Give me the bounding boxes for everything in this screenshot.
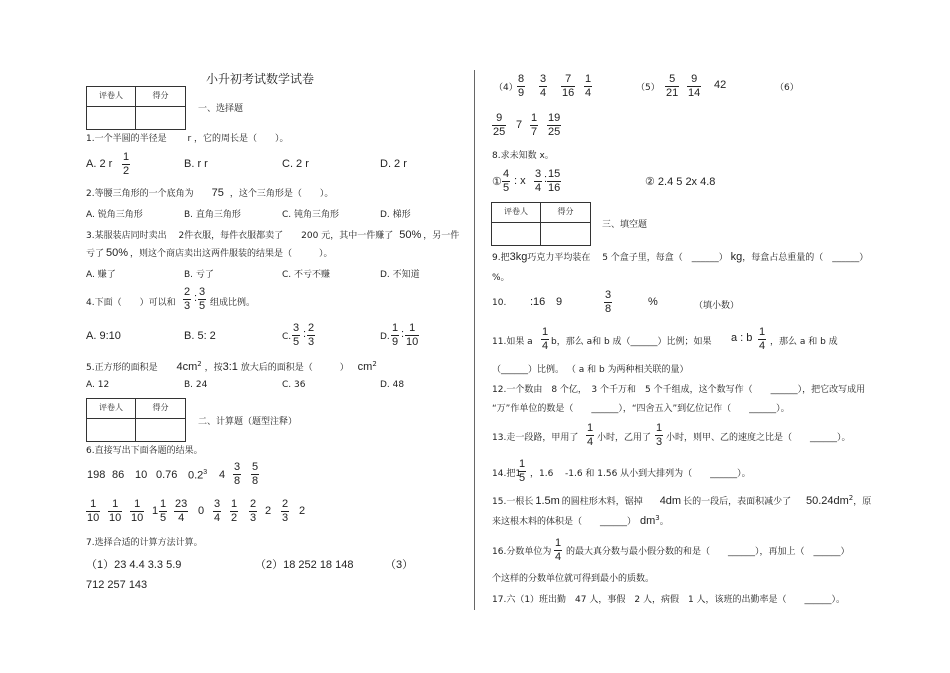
q4-fraction-2: $\frac{3}{5}$ — [199, 286, 206, 312]
score-label: 得分 — [136, 399, 185, 419]
q7-part-6-fraction-2: $\frac{1}{7}$ — [531, 112, 538, 138]
q6-row2-fraction-4: $\frac{1}{5}$ — [160, 498, 167, 524]
column-divider — [474, 70, 475, 610]
q12-line1: 12.一个数由 8 个亿， 3 个千万和 5 个千组成，这个数写作（ ______），把它改写成用 — [492, 385, 866, 395]
q4-option-d-fraction-2: $\frac{1}{10}$ — [406, 322, 419, 348]
q10-fraction: $\frac{3}{8}$ — [605, 289, 612, 315]
q5-option-b[interactable]: B. 24 — [184, 380, 208, 390]
q6-row2-fraction-3: $\frac{1}{10}$ — [131, 498, 144, 524]
q7-part-3-body: 712 257 143 — [86, 579, 148, 591]
q8-eq1-colon: : — [544, 173, 548, 185]
q3-line1: 3.某服装店同时卖出 2件衣服，每件衣服都卖了 200 元，其中一件赚了 50% ，另一件 — [86, 229, 460, 241]
q7-part-5-fraction-1: $\frac{5}{21}$ — [666, 73, 679, 99]
q6-row2-fraction-5: $\frac{23}{4}$ — [175, 498, 188, 524]
q7-part-6-label: （6） — [775, 83, 799, 93]
q7-text: 7.选择合适的计算方法计算。 — [86, 538, 203, 548]
q16-line2: 个这样的分数单位就可得到最小的质数。 — [492, 574, 655, 584]
q5-option-a[interactable]: A. 12 — [86, 380, 110, 390]
q7-part-3: （3） — [385, 559, 414, 571]
q6-row2-zero: 0 — [198, 505, 205, 517]
q13-fraction-1: $\frac{1}{4}$ — [587, 422, 594, 448]
q14-fraction: $\frac{1}{5}$ — [519, 458, 526, 484]
q6-row2-fraction-6: $\frac{3}{4}$ — [214, 498, 221, 524]
q10-note: （填小数） — [694, 301, 740, 311]
reviewer-cell[interactable] — [87, 107, 136, 129]
q9-line1: 9.把3kg巧克力平均装在 5 个盒子里，每盒（ ______） kg，每盒占总重量的（ ______） — [492, 251, 869, 263]
q6-text: 6.直接写出下面各题的结果。 — [86, 446, 203, 456]
q11-line2: （______）比例。 （ a 和 b 为两种相关联的量） — [492, 365, 689, 375]
q8-eq1-fraction-1: $\frac{4}{5}$ — [503, 168, 510, 194]
q6-row2-fraction-2: $\frac{1}{10}$ — [109, 498, 122, 524]
q8-eq1-fraction-3: $\frac{15}{16}$ — [548, 168, 561, 194]
q6-row1-02: $0.2^3$ — [188, 469, 208, 482]
section-3-title: 三、填空题 — [602, 220, 648, 230]
q6-row2-fraction-9: $\frac{2}{3}$ — [282, 498, 289, 524]
q6-row2-two-2: 2 — [299, 505, 306, 517]
q11-e: ，那么 a 和 b 成 — [770, 337, 838, 347]
q4-text: 4.下面（ ）可以和 — [86, 298, 176, 308]
q7-part-6-fraction-3: $\frac{19}{25}$ — [548, 112, 561, 138]
q5-text: 5.正方形的面积是 $4cm^2$ ，按3:1 放大后的面积是（ ） $cm^2$ — [86, 360, 377, 373]
q6-row2-whole-1: 1 — [152, 505, 159, 517]
score-label: 得分 — [136, 87, 185, 107]
q9-line2: %。 — [492, 273, 510, 283]
q7-part-6-fraction-1: $\frac{9}{25}$ — [493, 112, 506, 138]
score-box-2 — [86, 398, 186, 442]
q3-option-c[interactable]: C. 不亏不赚 — [282, 270, 331, 280]
q1-option-a[interactable]: A. 2 r — [86, 158, 113, 170]
q11-fraction-2: $\frac{1}{4}$ — [759, 326, 766, 352]
q4-option-c-fraction-2: $\frac{2}{3}$ — [308, 322, 315, 348]
q10-nine: 9 — [556, 296, 563, 308]
q7-part-5-label: （5） — [636, 83, 660, 93]
score-label: 得分 — [541, 203, 590, 223]
q6-row2-two-1: 2 — [265, 505, 272, 517]
q4-option-d-colon: : — [401, 328, 405, 340]
q14-a: 14.把1 — [492, 469, 522, 479]
q1-text: 1.一个半圆的半径是 r ，它的周长是（ ）。 — [86, 134, 289, 144]
q1-option-b[interactable]: B. r r — [184, 158, 208, 170]
q11-fraction-1: $\frac{1}{4}$ — [542, 326, 549, 352]
q16-a: 16.分数单位为 — [492, 547, 552, 557]
q14-c: -1.6 和 1.56 从小到大排列为（ ______）。 — [565, 469, 751, 479]
q4-option-c[interactable]: C. — [282, 332, 292, 342]
q7-part-1: （1）23 4.4 3.3 5.9 — [86, 559, 182, 571]
q1-option-d[interactable]: D. 2 r — [380, 158, 407, 170]
q7-part-2: （2）18 252 18 148 — [255, 559, 354, 571]
q16-fraction: $\frac{1}{4}$ — [555, 537, 562, 563]
q6-row1-fraction-2: $\frac{5}{8}$ — [252, 461, 259, 487]
q13-c: 小时，则甲、乙的速度之比是（ ______）。 — [666, 433, 851, 443]
q4-option-d[interactable]: D. — [380, 332, 390, 342]
q2-text: 2.等腰三角形的一个底角为 75 ，这个三角形是（ ）。 — [86, 187, 334, 199]
q8-text: 8.求未知数 x。 — [492, 151, 554, 161]
q4-option-c-colon: : — [303, 328, 307, 340]
q7-part-5-fraction-2: $\frac{9}{14}$ — [688, 73, 701, 99]
q7-part-4-fraction-1: $\frac{8}{9}$ — [518, 73, 525, 99]
q5-option-c[interactable]: C. 36 — [282, 380, 306, 390]
q11-b: b，那么 a和 b 成（______）比例；如果 — [551, 337, 712, 347]
q7-part-4-fraction-2: $\frac{3}{4}$ — [540, 73, 547, 99]
page-title: 小升初考试数学试卷 — [206, 72, 315, 86]
q6-row1-4: 4 — [219, 469, 226, 481]
section-1-title: 一、选择题 — [198, 104, 244, 114]
score-box-1 — [86, 86, 186, 130]
reviewer-label: 评卷人 — [87, 87, 136, 107]
q6-row2-fraction-7: $\frac{1}{2}$ — [231, 498, 238, 524]
q11-ratio: a : b — [731, 332, 753, 344]
q2-option-c[interactable]: C. 钝角三角形 — [282, 210, 340, 220]
q10-label: 10. — [492, 298, 507, 308]
q3-option-a[interactable]: A. 赚了 — [86, 270, 116, 280]
q12-line2: “万”作单位的数是（ ______），“四舍五入”到亿位记作（ ______）。 — [492, 404, 790, 414]
reviewer-label: 评卷人 — [492, 203, 541, 223]
q2-option-b[interactable]: B. 直角三角形 — [184, 210, 241, 220]
q14-b: ，1.6 — [530, 469, 554, 479]
q15-line2: 来这根木料的体积是（ ______） $dm^3$。 — [492, 514, 669, 527]
q2-option-a[interactable]: A. 锐角三角形 — [86, 210, 143, 220]
q7-part-4-fraction-3: $\frac{7}{16}$ — [562, 73, 575, 99]
reviewer-label: 评卷人 — [87, 399, 136, 419]
q16-b: 的最大真分数与最小假分数的和是（ ______），再加上（ ______） — [566, 547, 850, 557]
q11-a: 11.如果 a — [492, 337, 533, 347]
q8-eq1-fraction-2: $\frac{3}{4}$ — [535, 168, 542, 194]
q8-eq1-x: : x — [514, 175, 526, 187]
reviewer-cell[interactable] — [492, 223, 541, 245]
q4-option-b[interactable]: B. 5: 2 — [184, 330, 216, 342]
q1-option-a-fraction: $\frac{1}{2}$ — [123, 151, 130, 177]
q3-line2: 亏了 50% ，则这个商店卖出这两件服装的结果是（ ）。 — [86, 247, 333, 259]
q2-option-d[interactable]: D. 梯形 — [380, 210, 411, 220]
q3-option-b[interactable]: B. 亏了 — [184, 270, 214, 280]
q6-row1-198: 198 — [87, 469, 106, 481]
q4-tail: 组成比例。 — [210, 298, 256, 308]
q6-row1-fraction-1: $\frac{3}{8}$ — [234, 461, 241, 487]
q5-option-d[interactable]: D. 48 — [380, 380, 405, 390]
q6-row1-10: 10 — [135, 469, 148, 481]
q7-part-5-number: 42 — [714, 79, 727, 91]
q13-fraction-2: $\frac{1}{3}$ — [656, 422, 663, 448]
section-2-title: 二、计算题（题型注释） — [198, 417, 298, 427]
q6-row2-fraction-8: $\frac{2}{3}$ — [250, 498, 257, 524]
q10-ratio: :16 — [530, 296, 546, 308]
q7-part-6-seven: 7 — [516, 119, 523, 131]
q4-option-c-fraction-1: $\frac{3}{5}$ — [293, 322, 300, 348]
q3-option-d[interactable]: D. 不知道 — [380, 270, 420, 280]
q6-row1-076: 0.76 — [156, 469, 178, 481]
q7-part-4-label: （4） — [494, 83, 518, 93]
reviewer-cell[interactable] — [87, 419, 136, 441]
q4-colon: : — [194, 292, 198, 304]
q7-part-4-fraction-4: $\frac{1}{4}$ — [585, 73, 592, 99]
q17-text: 17.六（1）班出勤 47 人，事假 2 人，病假 1 人，该班的出勤率是（ ______）。 — [492, 595, 846, 605]
q8-eq2: ② 2.4 5 2x 4.8 — [645, 176, 716, 188]
score-box-3 — [491, 202, 591, 246]
q13-b: 小时，乙用了 — [597, 433, 652, 443]
q13-a: 13.走一段路，甲用了 — [492, 433, 579, 443]
q4-fraction-1: $\frac{2}{3}$ — [184, 286, 191, 312]
q15-line1: 15.一根长 1.5m 的圆柱形木料，锯掉 4dm 长的一段后，表面积减少了 $50.24dm^2$，原 — [492, 494, 872, 507]
q6-row2-fraction-1: $\frac{1}{10}$ — [87, 498, 100, 524]
q6-row1-86: 86 — [112, 469, 125, 481]
q4-option-a[interactable]: A. 9:10 — [86, 330, 121, 342]
q10-percent: % — [648, 296, 658, 308]
q8-eq1-label: ① — [492, 176, 502, 188]
q1-option-c[interactable]: C. 2 r — [282, 158, 309, 170]
q4-option-d-fraction-1: $\frac{1}{9}$ — [392, 322, 399, 348]
